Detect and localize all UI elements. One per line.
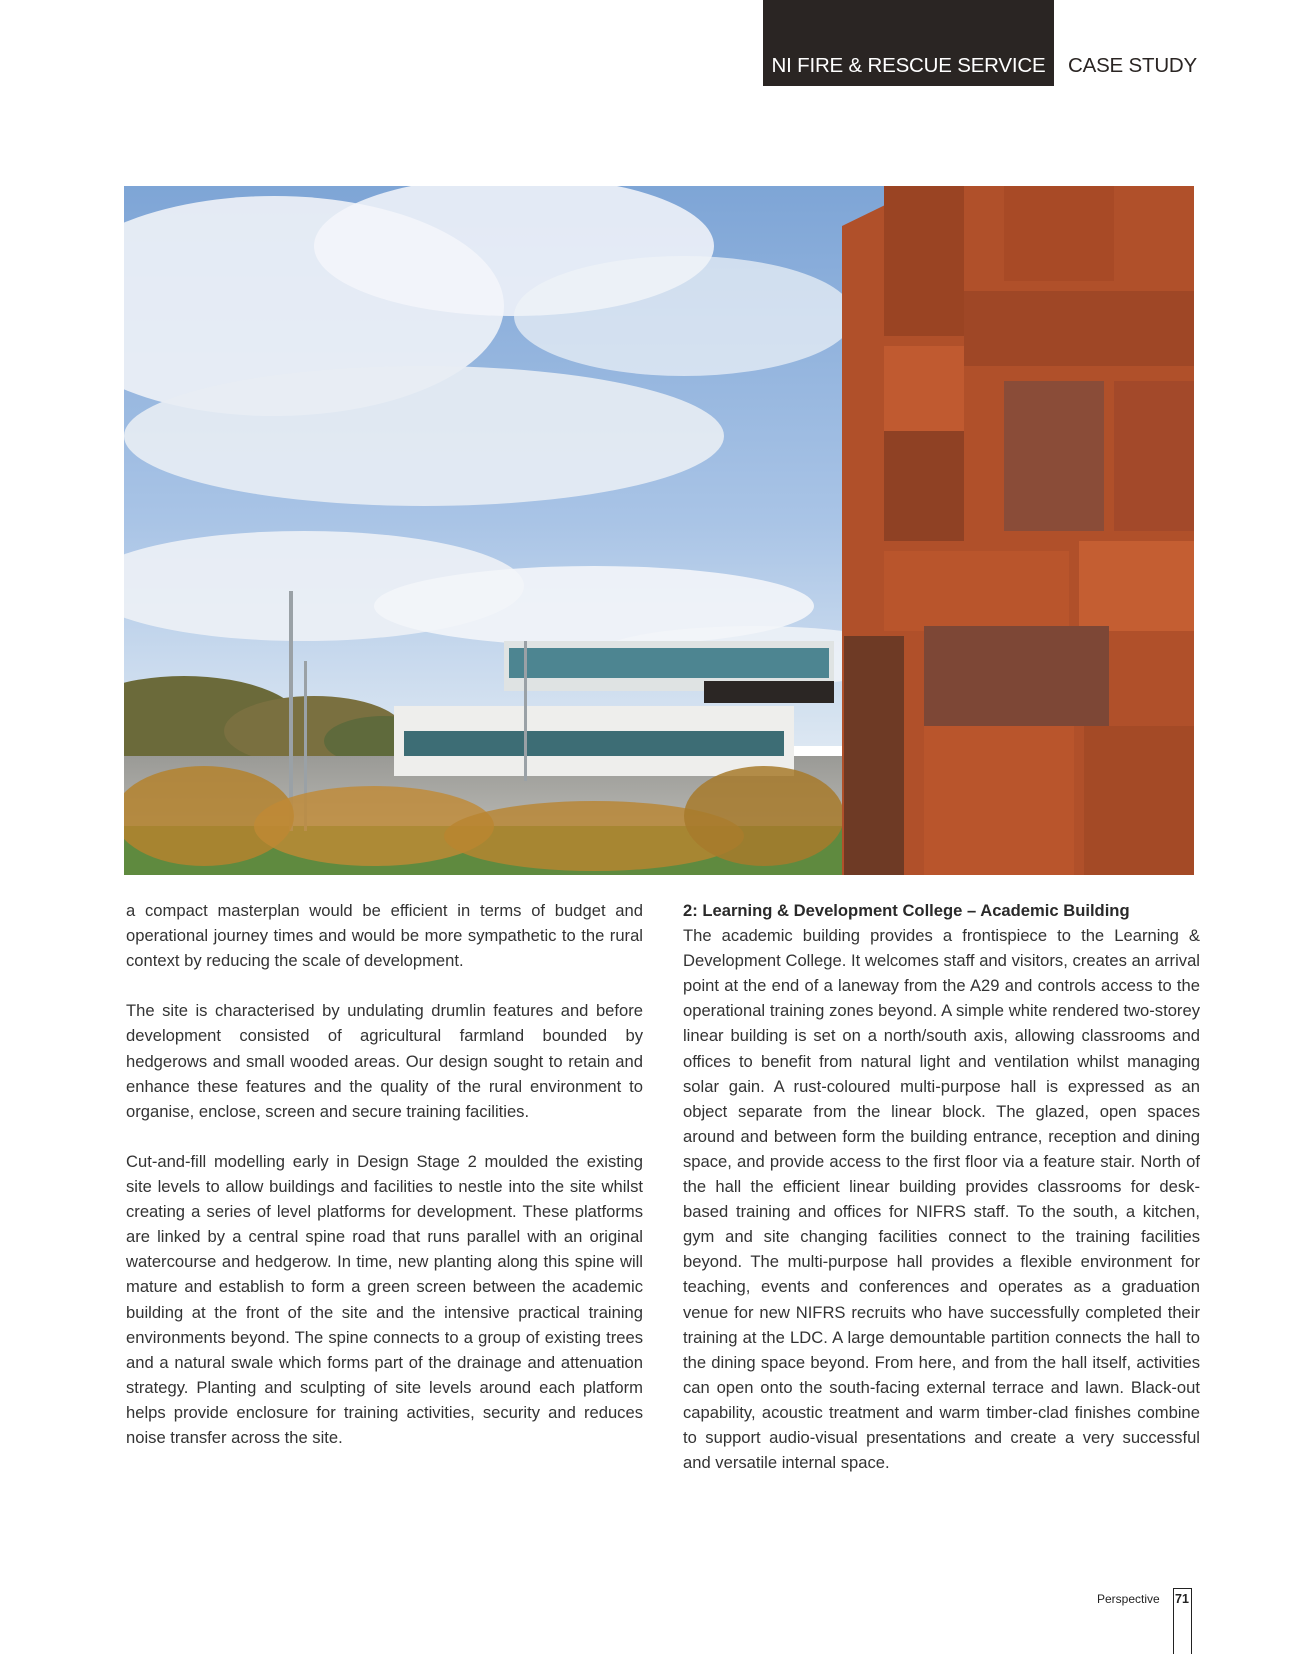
case-study-label: CASE STUDY [1068,54,1197,77]
right-column [683,898,1200,1500]
page-number: 71 [1175,1592,1189,1606]
publication-name: Perspective [1097,1592,1160,1606]
right-paragraph: The academic building provides a frontispiece to the Learning & Development College. It welcomes staff and visitors, creates an arrival point at the end of a laneway from the A29 and controls access to the operational training zones beyond. A simple white rendered two-storey linear building is set on a north/south axis, allowing classrooms and offices to benefit from natural light and ventilation whilst managing solar gain. A rust-coloured multi-purpose hall is expressed as an object separate from the linear block. The glazed, open spaces around and between form the building entrance, reception and dining space, and provide access to the first floor via a feature stair. North of the hall the efficient linear building provides classrooms for desk-based training and offices for NIFRS staff. To the south, a kitchen, gym and site changing facilities connect to the training facilities beyond. The multi-purpose hall provides a flexible environment for teaching, events and conferences and operates as a graduation venue for new NIFRS recruits who have successfully completed their training at the LDC. A large demountable partition connects the hall to the dining space beyond. From here, and from the hall itself, activities can open onto the south-facing external terrace and lawn. Black-out capability, acoustic treatment and warm timber-clad finishes combine to support audio-visual presentations and create a very successful and versatile internal space. [683,926,1200,1473]
left-paragraph-1: a compact masterplan would be efficient in terms of budget and operational journey times and would be more sympathetic to the rural context by reducing the scale of development. [126,901,643,971]
left-paragraph-2: The site is characterised by undulating drumlin features and before development consisted of agricultural farmland bounded by hedgerows and small wooded areas. Our design sought to retain and enhance these features and the quality of the rural environment to organise, enclose, screen and secure training facilities. [126,1001,643,1121]
section-title: NI FIRE & RESCUE SERVICE [771,54,1046,77]
building-photo [124,186,1194,875]
left-paragraph-3: Cut-and-fill modelling early in Design Stage 2 moulded the existing site levels to allow buildings and facilities to nestle into the site whilst creating a series of level platforms for development. These platforms are linked by a central spine road that runs parallel with an original watercourse and hedgerow. In time, new planting along this spine will mature and establish to form a green screen between the academic building at the front of the site and the intensive practical training environments beyond. The spine connects to a group of existing trees and a natural swale which forms part of the drainage and attenuation strategy. Planting and sculpting of site levels around each platform helps provide enclosure for training activities, security and reduces noise transfer across the site. [126,1151,643,1447]
left-column [126,898,643,1475]
corten-hall [842,186,1194,875]
section-heading: 2: Learning & Development College – Academic Building [683,901,1130,920]
